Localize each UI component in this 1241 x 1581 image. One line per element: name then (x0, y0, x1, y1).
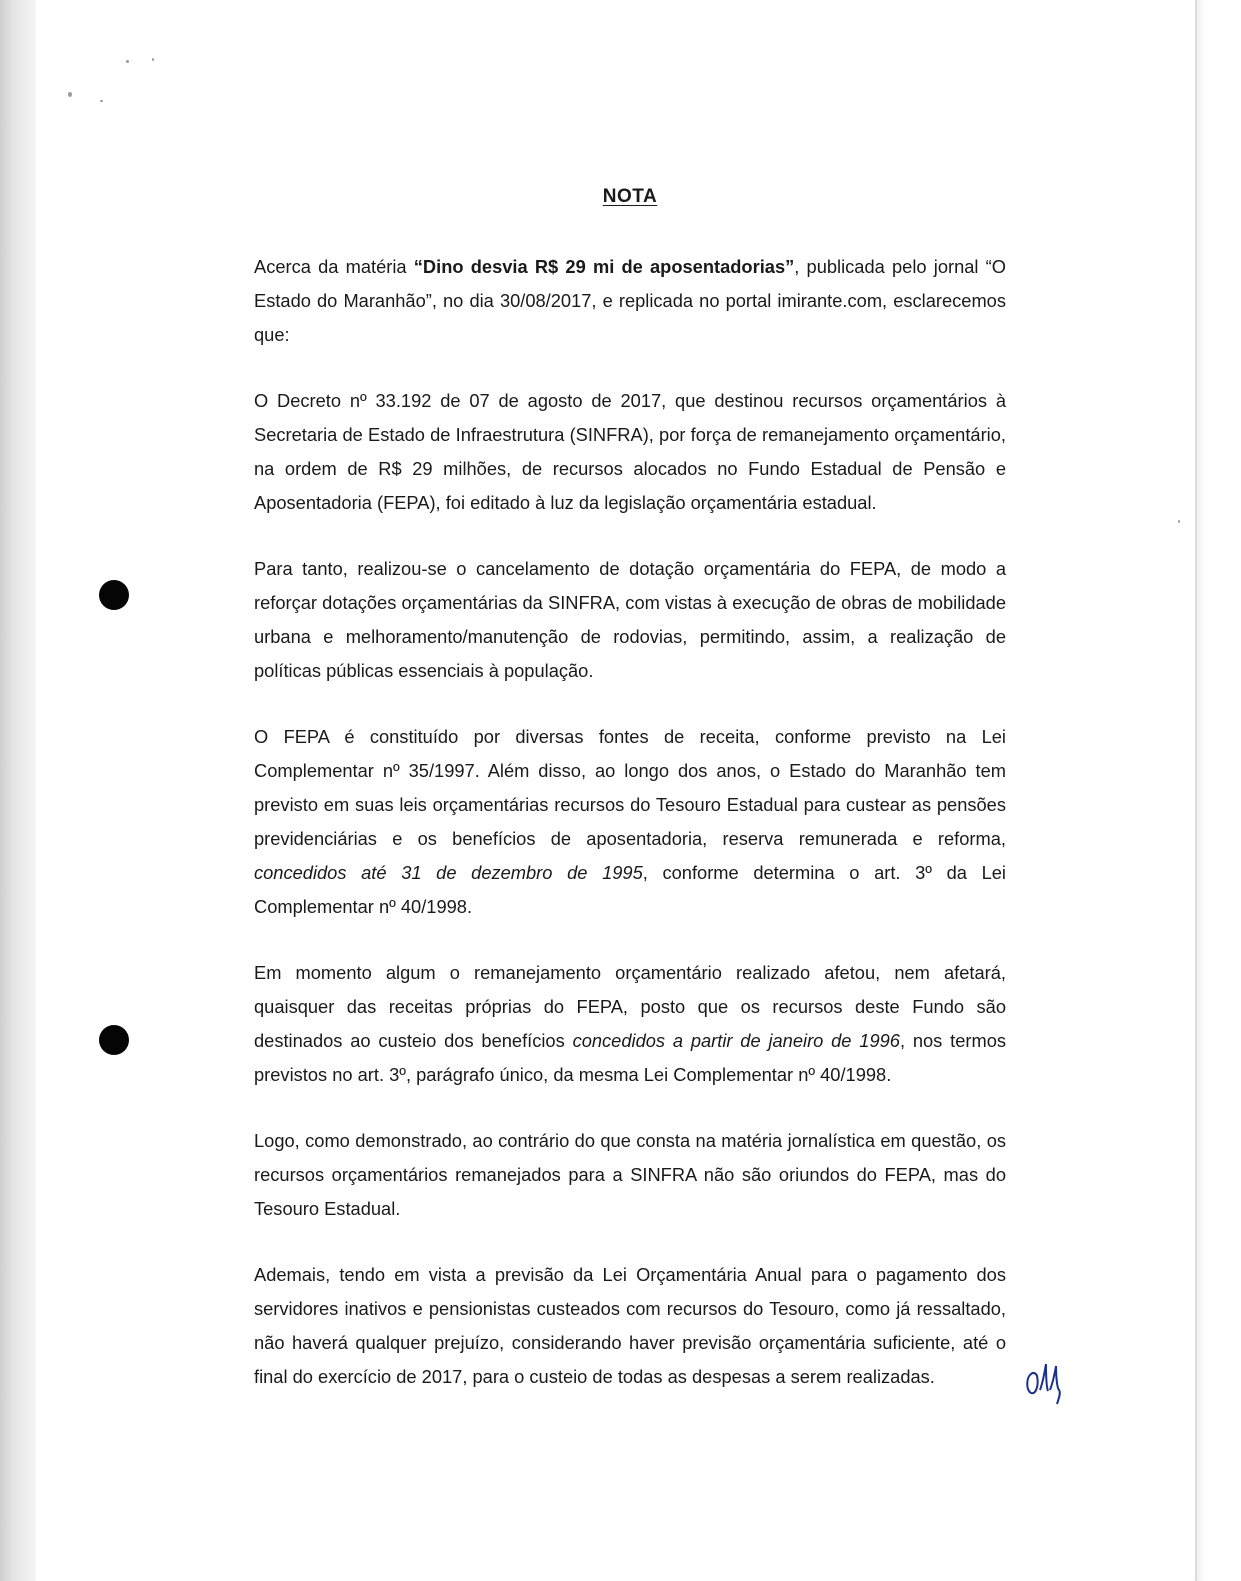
fepa-emphasis: concedidos até 31 de dezembro de 1995 (254, 862, 643, 883)
scan-margin-right (1197, 0, 1241, 1581)
paragraph-conclusao (254, 1124, 1006, 1226)
page-title (0, 186, 1241, 208)
title-text: NOTA (602, 186, 658, 207)
fepa-text-before: O FEPA é constituído por diversas fontes de receita, conforme previsto na Lei Complementar nº 35/1997. Além disso, ao longo dos anos, o Estado do Maranhão tem previsto em suas leis orçamentárias recursos do Tesouro Estadual para custear as pensões previdenciárias e os benefícios de aposentadoria, reserva remunerada e reforma, (254, 726, 1006, 849)
remanejamento-emphasis: concedidos a partir de janeiro de 1996 (572, 1030, 900, 1051)
remanejamento-text-after: , nos termos previstos no art. 3º, parágrafo único, da mesma Lei Complementar nº 40/1998. (254, 1030, 1006, 1085)
decreto-text: O Decreto nº 33.192 de 07 de agosto de 2017, que destinou recursos orçamentários à Secretaria de Estado de Infraestrutura (SINFRA), por força de remanejamento orçamentário, na ordem de R$ 29 milhões, de recursos alocados no Fundo Estadual de Pensão e Aposentadoria (FEPA), foi editado à luz da legislação orçamentária estadual. (254, 390, 1006, 513)
intro-rest: , publicada pelo jornal “O Estado do Maranhão”, no dia 30/08/2017, e replicada no portal imirante.com, esclarecemos que: (254, 256, 1006, 345)
paragraph-decreto (254, 384, 1006, 520)
paragraph-intro (254, 250, 1006, 352)
paragraph-cancelamento (254, 552, 1006, 688)
fepa-text-after: , conforme determina o art. 3º da Lei Complementar nº 40/1998. (254, 862, 1006, 917)
paragraph-ademais (254, 1258, 1006, 1394)
scan-shadow-left (0, 0, 36, 1581)
ademais-text: Ademais, tendo em vista a previsão da Lei Orçamentária Anual para o pagamento dos servidores inativos e pensionistas custeados com recursos do Tesouro, como já ressaltado, não haverá qualquer prejuízo, considerando haver previsão orçamentária suficiente, até o final do exercício de 2017, para o custeio de todas as despesas a serem realizadas. (254, 1264, 1006, 1387)
paragraph-remanejamento (254, 956, 1006, 1092)
handwritten-initials-signature (1024, 1360, 1064, 1406)
remanejamento-text-before: Em momento algum o remanejamento orçamentário realizado afetou, nem afetará, quaisquer das receitas próprias do FEPA, posto que os recursos deste Fundo são destinados ao custeio dos benefícios (254, 962, 1006, 1051)
paragraph-fepa-receitas (254, 720, 1006, 924)
conclusao-text: Logo, como demonstrado, ao contrário do que consta na matéria jornalística em questão, os recursos orçamentários remanejados para a SINFRA não são oriundos do FEPA, mas do Tesouro Estadual. (254, 1130, 1006, 1219)
scan-speck (126, 60, 129, 63)
scan-speck (152, 58, 154, 61)
cancelamento-text: Para tanto, realizou-se o cancelamento de dotação orçamentária do FEPA, de modo a reforçar dotações orçamentárias da SINFRA, com vistas à execução de obras de mobilidade urbana e melhoramento/manutenção de rodovias, permitindo, assim, a realização de políticas públicas essenciais à população. (254, 558, 1006, 681)
scan-speck (68, 92, 72, 97)
punch-hole-top (99, 580, 129, 610)
scan-speck (1178, 520, 1180, 523)
punch-hole-bottom (99, 1025, 129, 1055)
article-headline: “Dino desvia R$ 29 mi de aposentadorias” (413, 256, 795, 277)
intro-text: Acerca da matéria (254, 256, 414, 277)
scan-speck (100, 100, 103, 102)
